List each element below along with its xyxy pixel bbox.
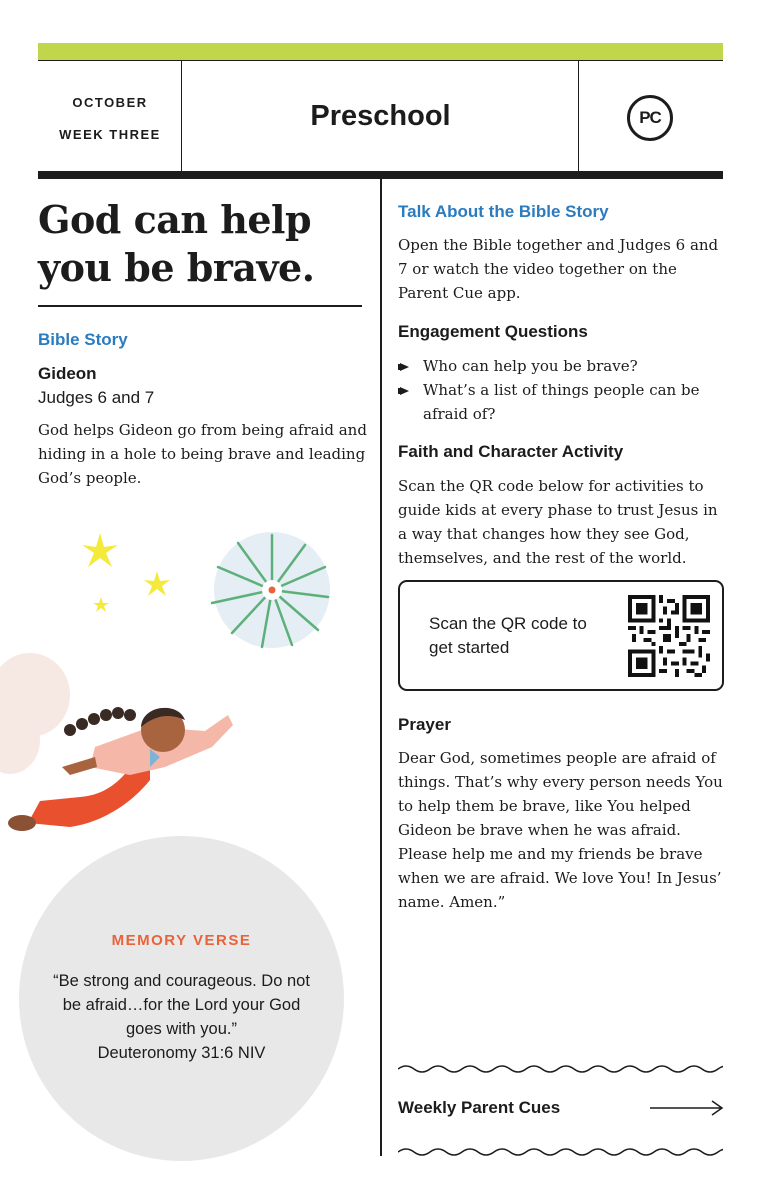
bible-story-reference: Judges 6 and 7 xyxy=(38,388,155,407)
weekly-parent-cues-link[interactable]: Weekly Parent Cues xyxy=(398,1098,561,1117)
talk-about-text: Open the Bible together and Judges 6 and 7 or watch the video together on the Parent Cue app. xyxy=(398,236,719,302)
arrow-right-icon[interactable] xyxy=(650,1099,724,1117)
cloud-icon xyxy=(0,653,70,774)
memory-verse-heading: MEMORY VERSE xyxy=(111,932,252,949)
month-label: OCTOBER xyxy=(72,95,148,110)
page-title: Preschool xyxy=(310,100,451,132)
engagement-questions-heading: Engagement Questions xyxy=(398,322,588,341)
wavy-divider-bottom xyxy=(398,1146,723,1158)
bible-story-text: God helps Gideon go from being afraid and hiding in a hole to being brave and leading God’s people. xyxy=(38,421,367,487)
engagement-questions-list xyxy=(398,354,723,426)
prayer-heading: Prayer xyxy=(398,715,451,734)
question-text: Who can help you be brave? xyxy=(423,357,638,375)
logo-block xyxy=(578,61,723,172)
memory-verse-text: “Be strong and courageous. Do not be afraid…for the Lord your God goes with you.” xyxy=(53,972,310,1038)
top-accent-bar xyxy=(38,43,723,60)
arrow-bullet-icon xyxy=(400,363,409,371)
header-rule xyxy=(38,171,723,179)
qr-instruction: Scan the QR code to get started xyxy=(429,614,587,657)
memory-verse-circle xyxy=(19,836,344,1161)
firework-icon xyxy=(212,532,330,648)
memory-verse-reference: Deuteronomy 31:6 NIV xyxy=(97,1044,266,1062)
flying-girl-illustration xyxy=(0,505,380,845)
faith-activity-text: Scan the QR code below for activities to guide kids at every phase to trust Jesus in a way that changes how they see God, themselves, and the rest of the world. xyxy=(398,477,718,567)
list-item xyxy=(398,378,723,426)
bible-story-heading: Bible Story xyxy=(38,330,128,349)
question-text: What’s a list of things people can be afraid of? xyxy=(423,381,700,423)
sparkle-icon xyxy=(82,533,170,612)
bible-story-name: Gideon xyxy=(38,364,97,383)
arrow-bullet-icon xyxy=(400,387,409,395)
qr-code-icon[interactable] xyxy=(628,595,710,677)
week-label: WEEK THREE xyxy=(59,127,161,142)
qr-card[interactable] xyxy=(398,580,724,691)
header xyxy=(38,60,723,172)
parent-cue-logo-icon: PC xyxy=(627,95,673,141)
wavy-divider-top xyxy=(398,1063,723,1075)
prayer-text: Dear God, sometimes people are afraid of things. That’s why every person needs You to help them be brave, like You helped Gideon be brave when he was afraid. Please help me and my friends be brave when we are afraid. We love You! In Jesus’ name. Amen.” xyxy=(398,749,723,911)
list-item xyxy=(398,354,723,378)
talk-about-heading: Talk About the Bible Story xyxy=(398,202,609,221)
column-divider xyxy=(380,179,382,1156)
headline-rule xyxy=(38,305,362,307)
date-block xyxy=(38,61,182,172)
headline: God can help you be brave. xyxy=(38,197,315,290)
faith-activity-heading: Faith and Character Activity xyxy=(398,442,624,461)
